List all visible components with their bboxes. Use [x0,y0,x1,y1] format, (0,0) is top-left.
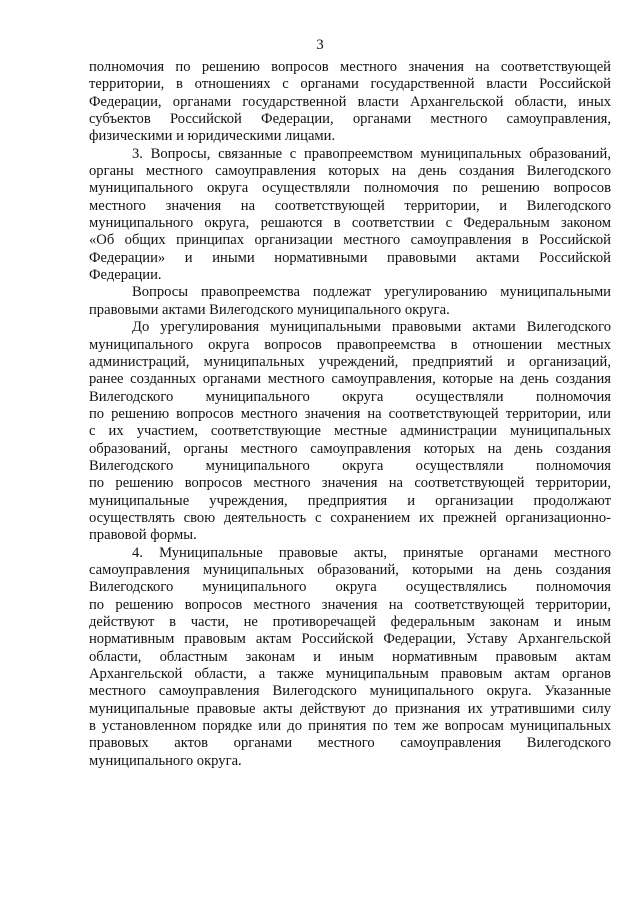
text-line: 4. Муниципальные правовые акты, принятые органами местного [132,544,611,561]
text-line: «Об общих принципах организации местного самоуправления в Российской [89,232,611,249]
text-line: Вилегодского муниципального округа осуществлялись полномочия [89,579,611,596]
text-line: по решению вопросов местного значения на соответствующей территории, [89,596,611,613]
text-line: области, областным законам и иным нормативным правовым актам [89,648,611,665]
text-line: осуществлять свою деятельность с сохранением их прежней организационно- [89,509,611,526]
text-line: Вилегодского муниципального округа осуществляли полномочия [89,457,611,474]
paragraph [89,319,611,544]
text-line: Федерации. [89,267,162,284]
text-line: по решению вопросов местного значения на соответствующей территории, или [89,405,611,422]
text-line: по решению вопросов местного значения на соответствующей территории, [89,475,611,492]
paragraph [89,59,611,146]
text-line: муниципального округа. [89,752,242,769]
text-line: полномочия по решению вопросов местного значения на соответствующей [89,59,611,75]
text-line: правовых актов органами местного самоуправления Вилегодского [89,735,611,752]
text-line: Вопросы правопреемства подлежат урегулированию муниципальными [132,284,611,301]
text-line: Федерации» и иными нормативными правовыми актами Российской [89,249,611,266]
text-line: 3. Вопросы, связанные с правопреемством муниципальных образований, [132,145,611,162]
text-line: с их участием, соответствующие местные администрации муниципальных [89,423,611,440]
text-line: образований, органы местного самоуправления которых на день создания [89,440,611,457]
text-line: действуют в части, не противоречащей федеральным законам и иным [89,614,611,630]
paragraph [89,146,611,285]
text-line: местного значения на соответствующей территории, и Вилегодского [89,197,611,214]
text-line: муниципальные правовые акты действуют до признания их утратившими силу [89,700,611,717]
text-line: субъектов Российской Федерации, органами местного самоуправления, [89,111,611,128]
text-line: муниципального округа осуществляли полномочия по решению вопросов [89,180,611,197]
page-number: 3 [316,37,324,53]
text-line: администраций, муниципальных учреждений, предприятий и организаций, [89,353,611,370]
text-line: муниципального округа вопросов правопреемства в отношении местных [89,336,611,353]
text-line: муниципальные учреждения, предприятия и организации продолжают [89,492,611,509]
paragraph [89,284,611,319]
text-line: муниципального округа, решаются в соответствии с Федеральным законом [89,215,611,232]
text-line: До урегулирования муниципальными правовыми актами Вилегодского [132,319,611,336]
text-line: ранее созданных органами местного самоуправления, которые на день создания [89,371,611,388]
text-line: самоуправления муниципальных образований, которыми на день создания [89,561,611,578]
text-line: Вилегодского муниципального округа осуществляли полномочия [89,388,611,405]
text-line: нормативным правовым актам Российской Федерации, Уставу Архангельской [89,631,611,648]
text-line: местного самоуправления Вилегодского муниципального округа. Указанные [89,683,611,700]
text-line: территории, в отношениях с органами государственной власти Российской [89,76,611,93]
text-line: правовой формы. [89,527,197,544]
document-body [89,59,611,770]
text-line: органы местного самоуправления которых на день создания Вилегодского [89,163,611,180]
text-line: Федерации, органами государственной власти Архангельской области, иных [89,93,611,110]
text-line: Архангельской области, а также муниципальным правовым актам органов [89,666,611,683]
text-line: в установленном порядке или до принятия по тем же вопросам муниципальных [89,718,611,735]
paragraph [89,545,611,770]
text-line: физическими и юридическими лицами. [89,128,336,145]
text-line: правовыми актами Вилегодского муниципального округа. [89,301,450,318]
